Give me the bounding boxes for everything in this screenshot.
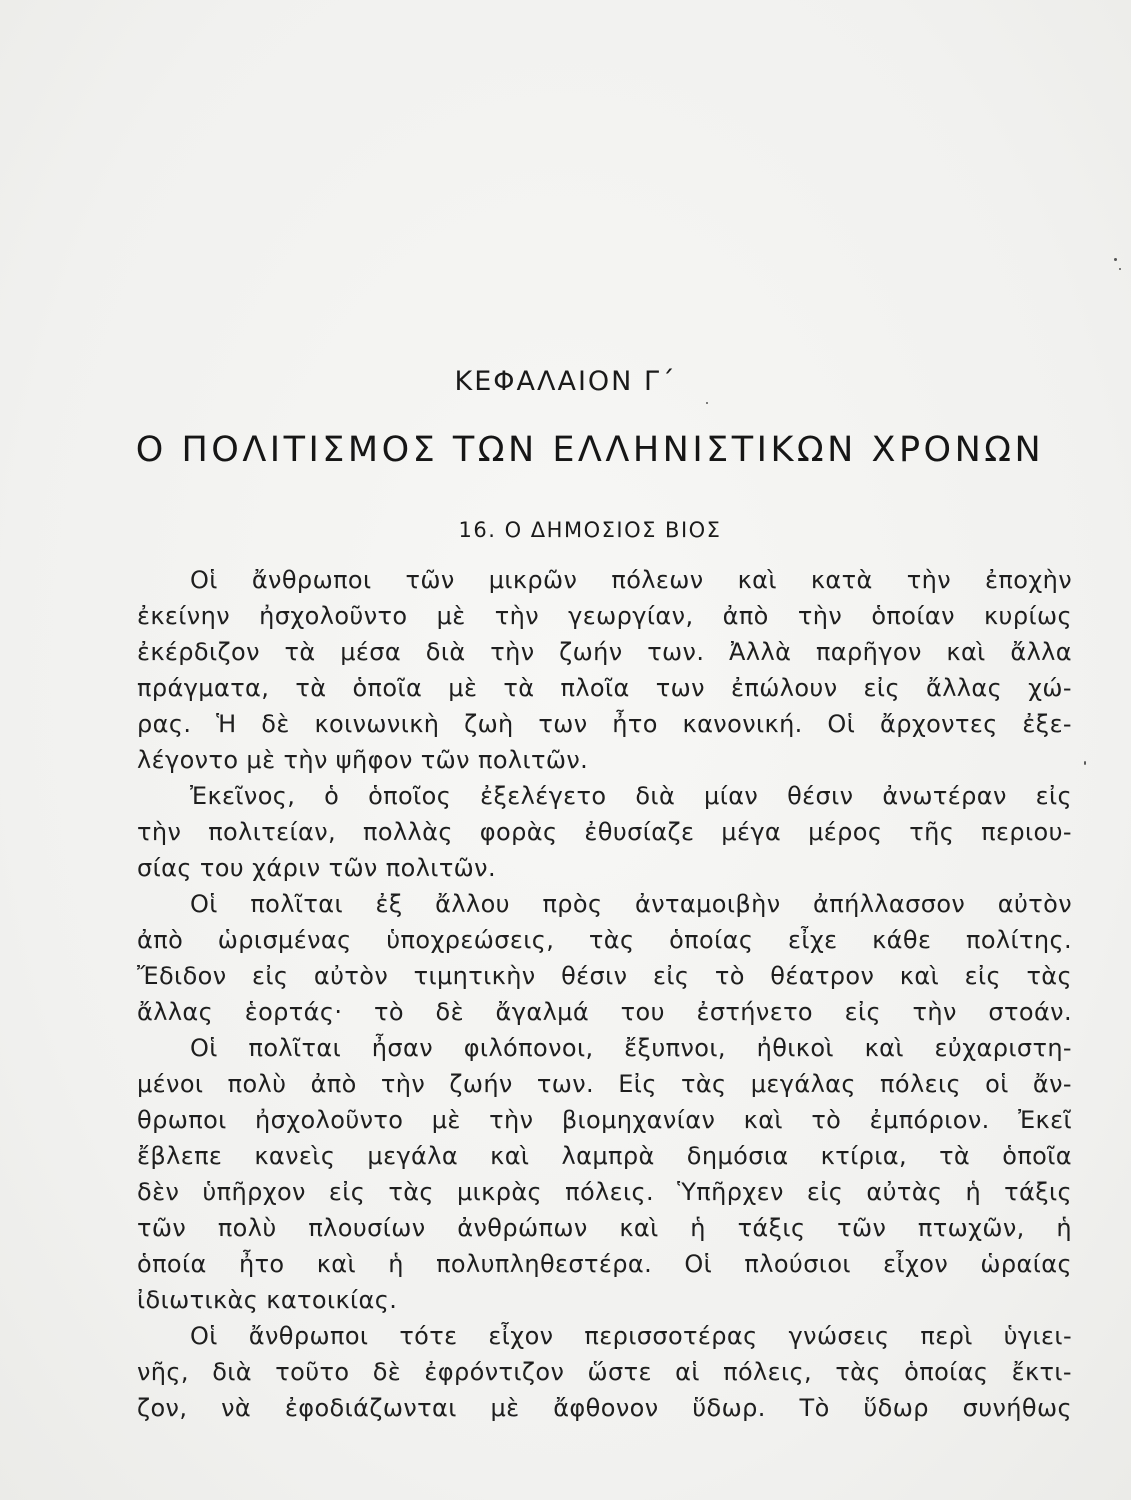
text-line: σίας του χάριν τῶν πολιτῶν. xyxy=(137,854,497,882)
text-line: νῆς, διὰ τοῦτο δὲ ἐφρόντιζον ὥστε αἱ πόλεις, τὰς ὁποίας ἔκτι- xyxy=(137,1358,1072,1386)
text-line: ἐκείνην ἠσχολοῦντο μὲ τὴν γεωργίαν, ἀπὸ τὴν ὁποίαν κυρίως xyxy=(137,602,1072,630)
chapter-label: ΚΕΦΑΛΑΙΟΝ Γ΄ xyxy=(454,366,677,397)
text-line: λέγοντο μὲ τὴν ψῆφον τῶν πολιτῶν. xyxy=(137,746,589,774)
text-line: ἰδιωτικὰς κατοικίας. xyxy=(137,1286,398,1314)
text-line: ὁποία ἦτο καὶ ἡ πολυπληθεστέρα. Οἱ πλούσιοι εἶχον ὡραίας xyxy=(137,1250,1072,1278)
text-line: θρωποι ἠσχολοῦντο μὲ τὴν βιομηχανίαν καὶ τὸ ἐμπόριον. Ἐκεῖ xyxy=(137,1106,1072,1134)
text-line: μένοι πολὺ ἀπὸ τὴν ζωήν των. Εἰς τὰς μεγάλας πόλεις οἱ ἄν- xyxy=(137,1070,1072,1098)
scan-speck xyxy=(1084,761,1086,765)
text-line: ἄλλας ἑορτάς· τὸ δὲ ἄγαλμά του ἐστήνετο εἰς τὴν στοάν. xyxy=(137,998,1072,1026)
text-line: Οἱ ἄνθρωποι τότε εἶχον περισσοτέρας γνώσεις περὶ ὑγιει- xyxy=(190,1322,1072,1350)
text-line: ρας. Ἡ δὲ κοινωνικὴ ζωὴ των ἦτο κανονική. Οἱ ἄρχοντες ἐξε- xyxy=(137,710,1072,738)
scan-speck xyxy=(1119,268,1121,270)
text-line: Οἱ πολῖται ἐξ ἄλλου πρὸς ἀνταμοιβὴν ἀπήλλασσον αὐτὸν xyxy=(190,890,1072,918)
body-text xyxy=(137,562,1072,1426)
text-line: τῶν πολὺ πλουσίων ἀνθρώπων καὶ ἡ τάξις τῶν πτωχῶν, ἡ xyxy=(137,1214,1072,1242)
text-line: δὲν ὑπῆρχον εἰς τὰς μικρὰς πόλεις. Ὑπῆρχεν εἰς αὐτὰς ἡ τάξις xyxy=(137,1178,1072,1206)
text-line: τὴν πολιτείαν, πολλὰς φορὰς ἐθυσίαζε μέγα μέρος τῆς περιου- xyxy=(137,818,1072,846)
text-line: Οἱ ἄνθρωποι τῶν μικρῶν πόλεων καὶ κατὰ τὴν ἐποχὴν xyxy=(190,566,1072,594)
scan-speck xyxy=(1114,258,1117,261)
text-line: Ἐκεῖνος, ὁ ὁποῖος ἐξελέγετο διὰ μίαν θέσιν ἀνωτέραν εἰς xyxy=(190,782,1072,810)
text-line: ἀπὸ ὡρισμένας ὑποχρεώσεις, τὰς ὁποίας εἶχε κάθε πολίτης. xyxy=(137,926,1072,954)
text-line: Ἔδιδον εἰς αὐτὸν τιμητικὴν θέσιν εἰς τὸ θέατρον καὶ εἰς τὰς xyxy=(137,962,1072,990)
text-line: Οἱ πολῖται ἦσαν φιλόπονοι, ἔξυπνοι, ἠθικοὶ καὶ εὐχαριστη- xyxy=(190,1034,1072,1062)
text-line: ἐκέρδιζον τὰ μέσα διὰ τὴν ζωήν των. Ἀλλὰ παρῆγον καὶ ἄλλα xyxy=(137,638,1072,666)
text-line: ζον, νὰ ἐφοδιάζωνται μὲ ἄφθονον ὕδωρ. Τὸ ὕδωρ συνήθως xyxy=(137,1394,1072,1422)
text-line: ἔβλεπε κανεὶς μεγάλα καὶ λαμπρὰ δημόσια κτίρια, τὰ ὁποῖα xyxy=(137,1142,1072,1170)
text-line: πράγματα, τὰ ὁποῖα μὲ τὰ πλοῖα των ἐπώλουν εἰς ἄλλας χώ- xyxy=(137,674,1072,702)
scan-speck xyxy=(706,402,708,404)
chapter-title: Ο ΠΟΛΙΤΙΣΜΟΣ ΤΩΝ ΕΛΛΗΝΙΣΤΙΚΩΝ ΧΡΟΝΩΝ xyxy=(135,430,1045,470)
section-heading: 16. Ο ΔΗΜΟΣΙΟΣ ΒΙΟΣ xyxy=(458,518,722,542)
